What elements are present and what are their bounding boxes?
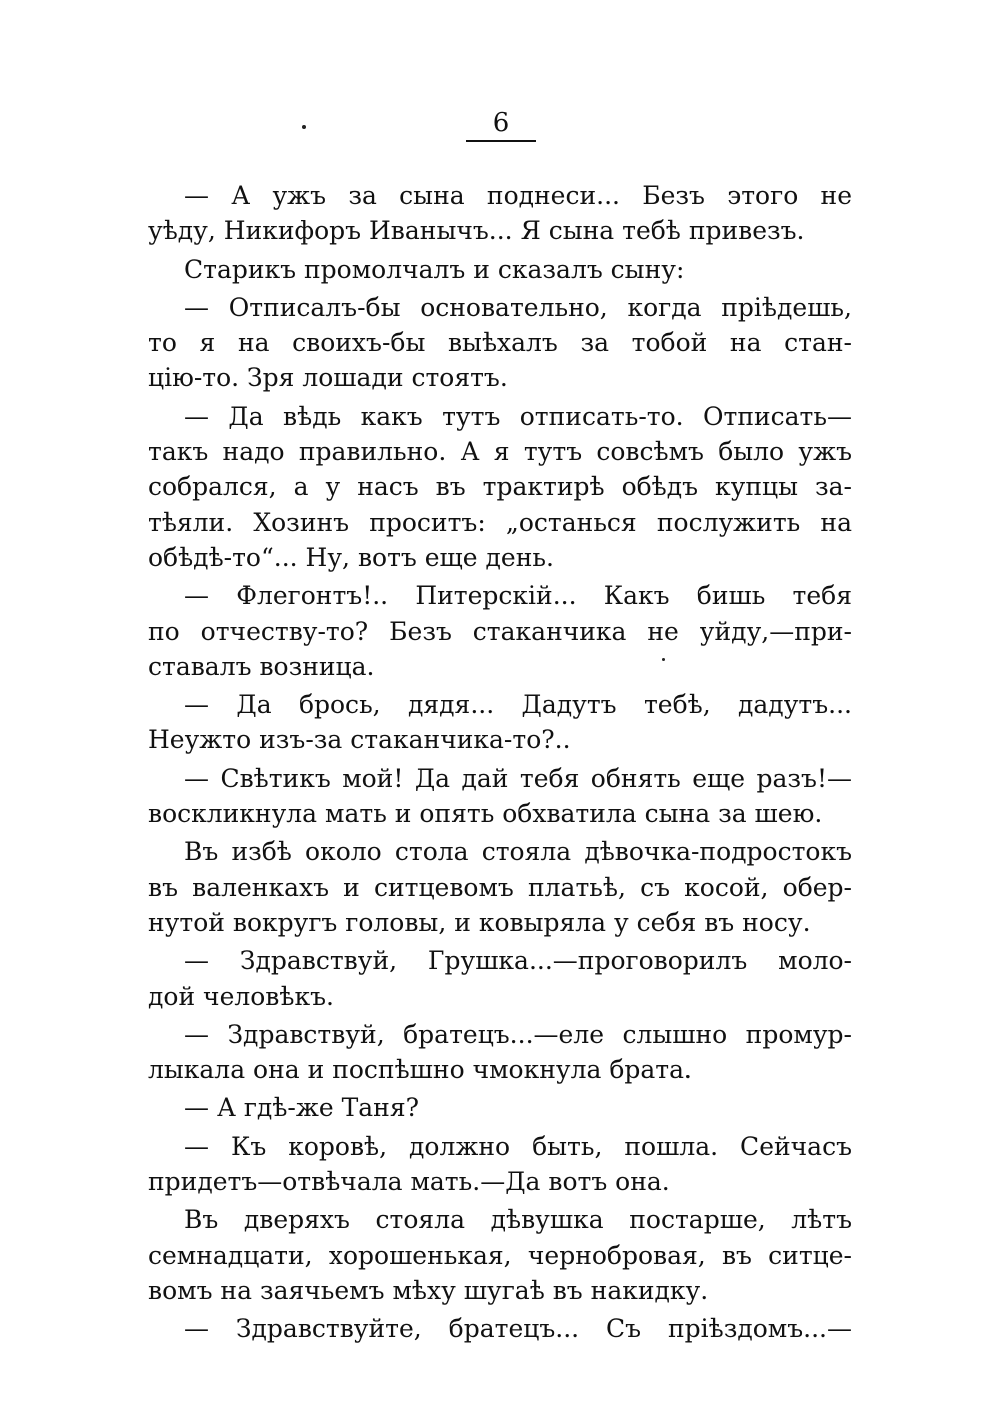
text-line: собрался, а у насъ въ трактирѣ обѣдъ купцы за- bbox=[148, 472, 852, 502]
text-line: — Свѣтикъ мой! Да дай тебя обнять еще разъ!— bbox=[184, 763, 852, 793]
text-line: Въ дверяхъ стояла дѣвушка постарше, лѣтъ bbox=[184, 1205, 852, 1235]
text-line: — А ужъ за сына поднеси... Безъ этого не bbox=[184, 181, 852, 210]
text-line: тѣяли. Хозинъ проситъ: „останься послужить на bbox=[148, 507, 852, 537]
text-line: — Здравствуй, Грушка...—проговорилъ моло- bbox=[184, 946, 852, 976]
text-line: Въ избѣ около стола стояла дѣвочка-подростокъ bbox=[184, 837, 852, 867]
text-line: — Къ коровѣ, должно быть, пошла. Сейчасъ bbox=[184, 1131, 852, 1161]
text-line: лыкала она и поспѣшно чмокнула брата. bbox=[148, 1055, 692, 1085]
text-line: — А гдѣ-же Таня? bbox=[184, 1093, 419, 1123]
text-line: въ валенкахъ и ситцевомъ платьѣ, съ косой, обер- bbox=[148, 872, 852, 902]
page-number-rule bbox=[466, 140, 536, 142]
text-line: — Да брось, дядя... Дадутъ тебѣ, дадутъ... bbox=[184, 690, 852, 720]
text-line: по отчеству-то? Безъ стаканчика не уйду,—при- bbox=[148, 616, 852, 646]
text-line: Старикъ промолчалъ и сказалъ сыну: bbox=[184, 254, 685, 284]
text-line: придетъ—отвѣчала мать.—Да вотъ она. bbox=[148, 1167, 670, 1197]
text-line: — Здравствуй, братецъ...—еле слышно промур- bbox=[184, 1019, 852, 1049]
text-line: уѣду, Никифоръ Иванычъ... Я сына тебѣ привезъ. bbox=[148, 216, 805, 246]
print-speck bbox=[302, 125, 306, 129]
page-number: 6 bbox=[492, 108, 510, 138]
text-line: нутой вокругъ головы, и ковыряла у себя въ носу. bbox=[148, 907, 811, 937]
text-line: цію-то. Зря лошади стоятъ. bbox=[148, 363, 508, 393]
text-line: дой человѣкъ. bbox=[148, 981, 334, 1011]
text-line: — Да вѣдь какъ тутъ отписать-то. Отписать— bbox=[184, 401, 852, 431]
text-line: вомъ на заячьемъ мѣху шугаѣ въ накидку. bbox=[148, 1275, 709, 1305]
text-line: то я на своихъ-бы выѣхалъ за тобой на стан- bbox=[148, 328, 852, 358]
body-text bbox=[148, 178, 852, 1347]
text-line: такъ надо правильно. А я тутъ совсѣмъ было ужъ bbox=[148, 437, 852, 467]
text-line: семнадцати, хорошенькая, чернобровая, въ ситце- bbox=[148, 1240, 852, 1270]
text-line: воскликнула мать и опять обхватила сына за шею. bbox=[148, 799, 823, 829]
text-line: обѣдѣ-то“... Ну, вотъ еще день. bbox=[148, 542, 554, 572]
text-line: — Здравствуйте, братецъ... Съ пріѣздомъ...— bbox=[184, 1314, 852, 1344]
text-line: — Флегонтъ!.. Питерскій... Какъ бишь тебя bbox=[184, 581, 852, 611]
text-line: Неужто изъ-за стаканчика-то?.. bbox=[148, 725, 571, 755]
text-line: ставалъ возница. bbox=[148, 651, 375, 681]
text-line: — Отписалъ-бы основательно, когда пріѣдешь, bbox=[184, 292, 852, 322]
